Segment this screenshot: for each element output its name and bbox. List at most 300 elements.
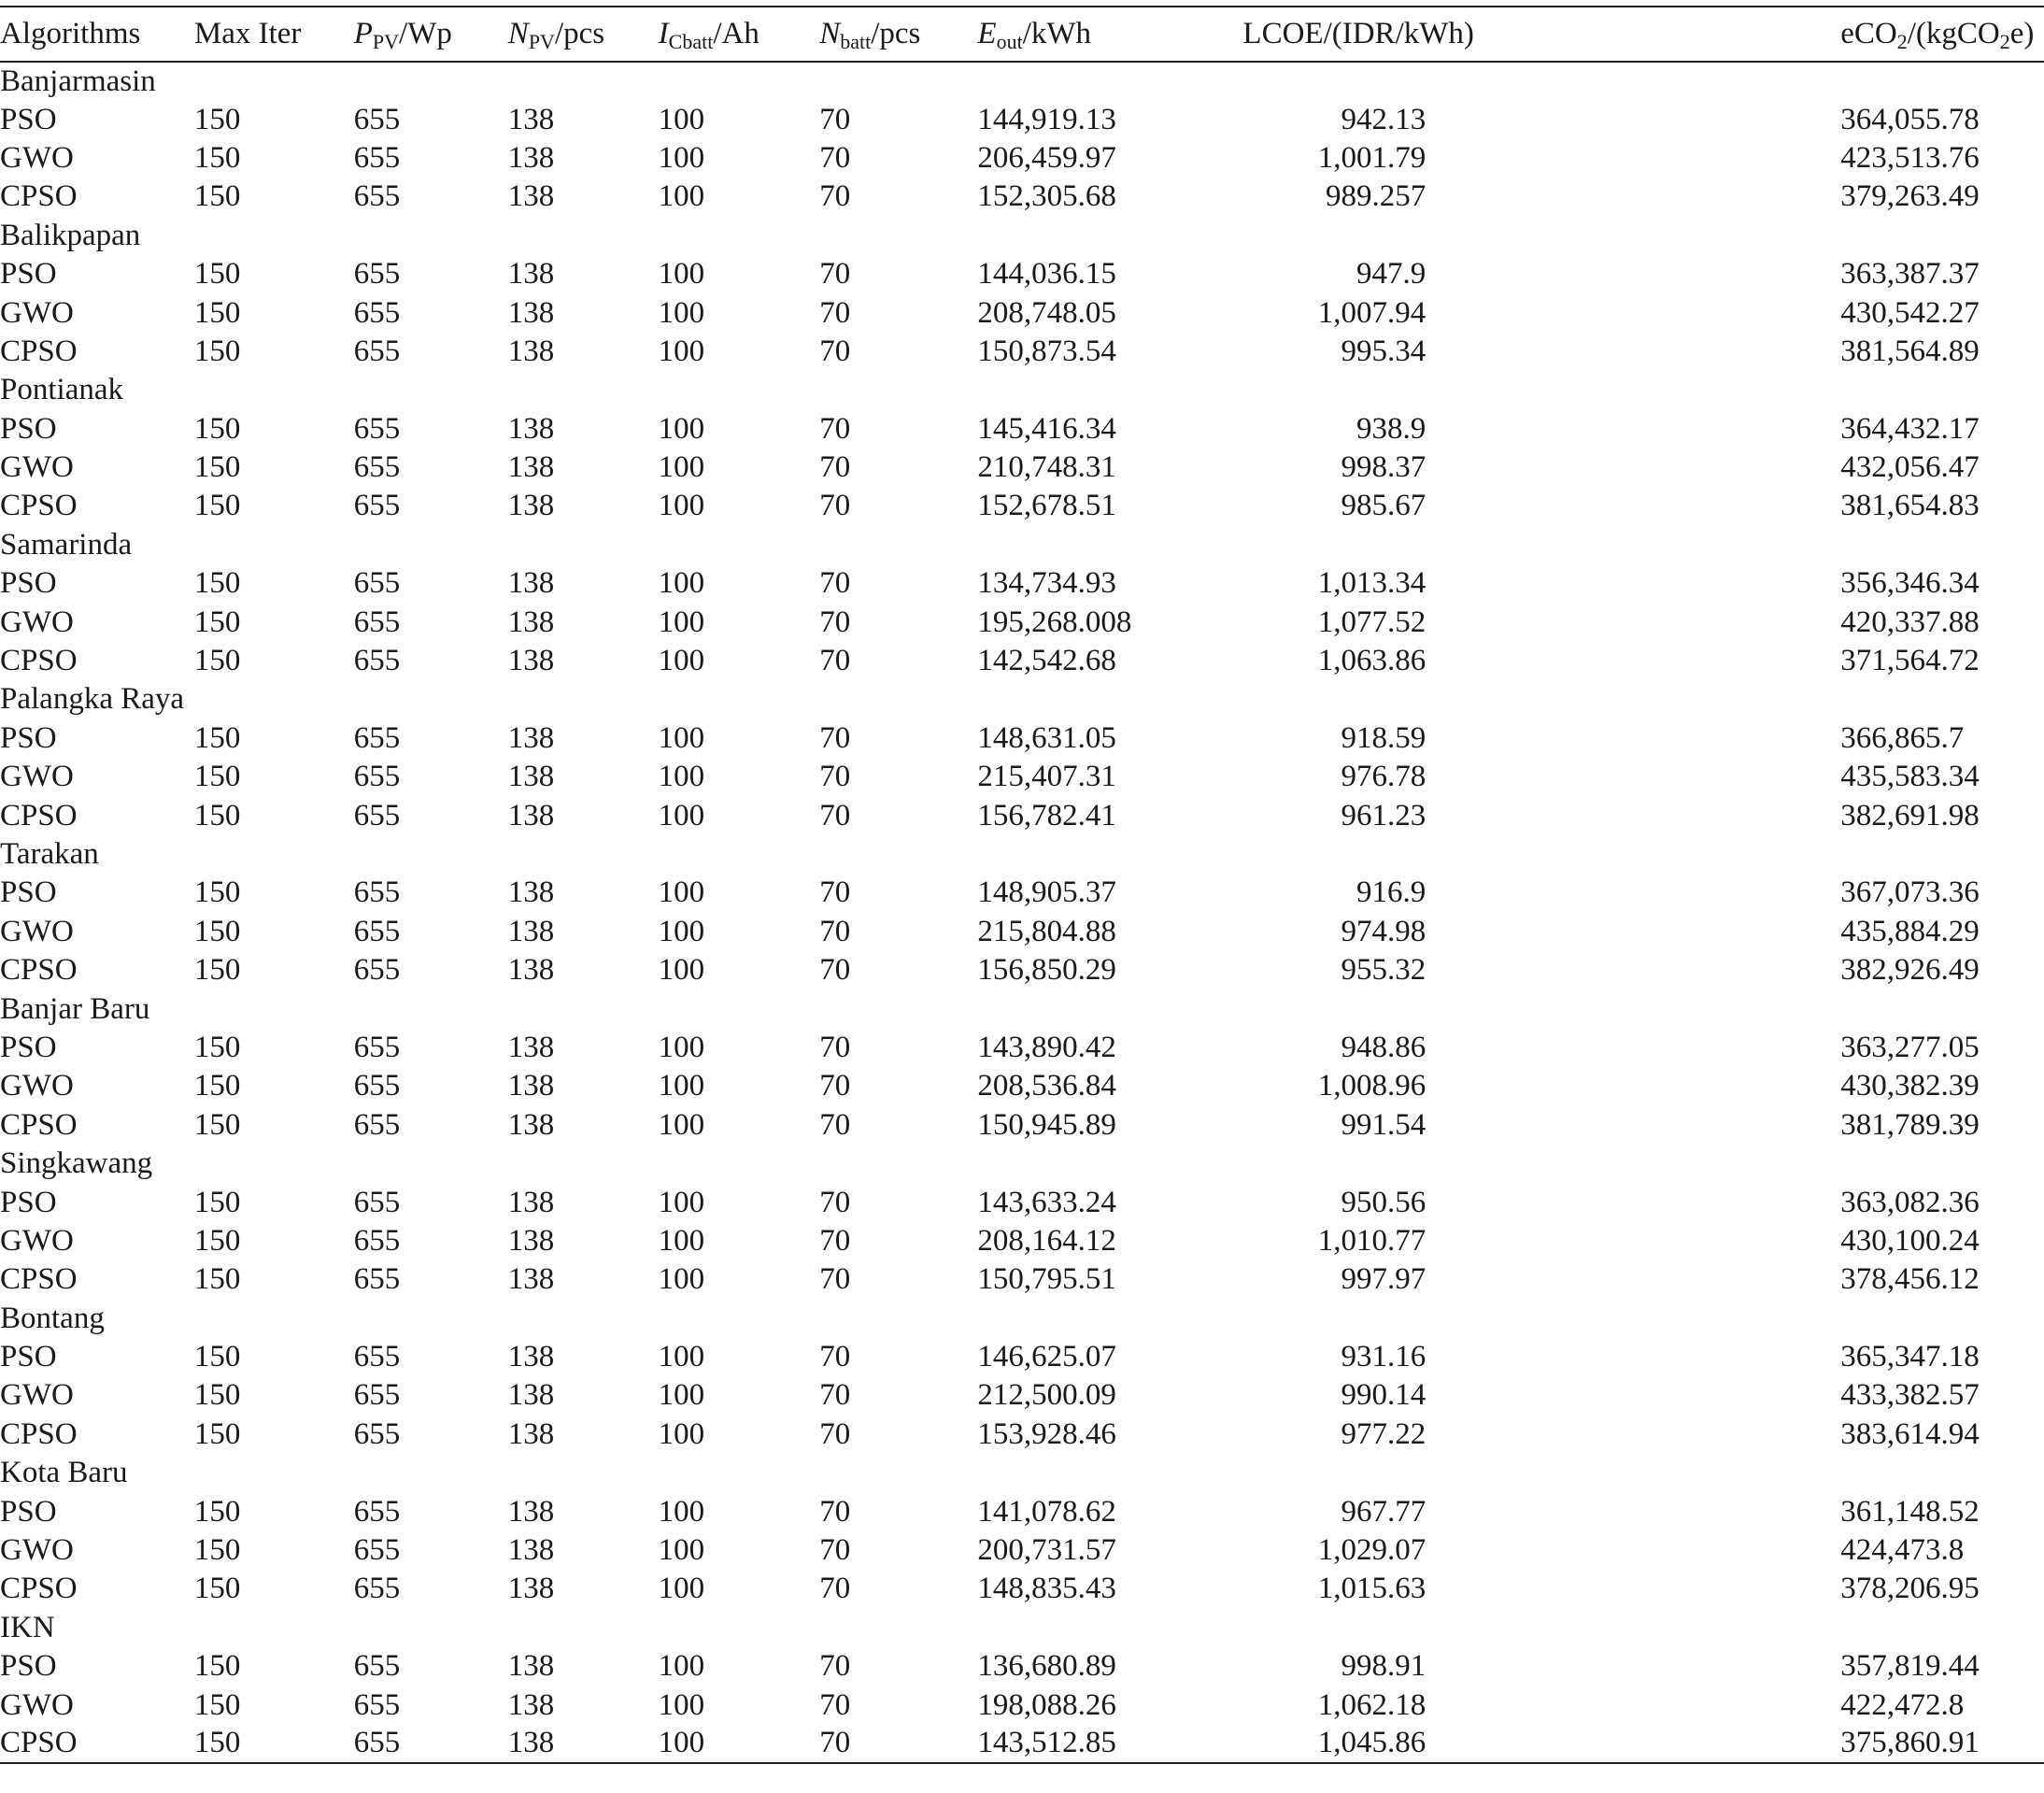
cell-npv: 138 [507, 1378, 555, 1413]
cell-alg: PSO [0, 1030, 57, 1064]
cell-npv: 138 [507, 1107, 555, 1142]
table-row [0, 1183, 2044, 1221]
cell-eco2: 382,691.98 [1840, 798, 1980, 832]
city-name: Bontang [0, 1301, 105, 1335]
cell-eco2: 364,055.78 [1840, 102, 1980, 136]
cell-ppv: 655 [353, 1107, 401, 1142]
cell-iter: 150 [193, 760, 241, 794]
results-table-wrapper [0, 6, 2044, 1790]
cell-ppv: 655 [353, 140, 401, 175]
cell-alg: PSO [0, 257, 57, 292]
cell-alg: PSO [0, 875, 57, 910]
cell-icbatt: 100 [658, 566, 705, 601]
table-row [0, 1029, 2044, 1067]
cell-alg: GWO [0, 1687, 74, 1722]
cell-alg: CPSO [0, 798, 78, 832]
cell-eco2: 424,473.8 [1840, 1533, 1965, 1568]
cell-icbatt: 100 [658, 875, 705, 910]
cell-npv: 138 [507, 489, 555, 523]
cell-icbatt: 100 [658, 1030, 705, 1064]
city-group-row [0, 680, 2044, 719]
cell-ppv: 655 [353, 1223, 401, 1258]
cell-lcoe: 998.37 [1341, 450, 1427, 485]
cell-nbatt: 70 [819, 1340, 851, 1374]
cell-alg: GWO [0, 605, 74, 639]
cell-iter: 150 [193, 566, 241, 601]
cell-npv: 138 [507, 1069, 555, 1103]
cell-nbatt: 70 [819, 334, 851, 368]
cell-nbatt: 70 [819, 1069, 851, 1103]
cell-icbatt: 100 [658, 334, 705, 368]
cell-icbatt: 100 [658, 953, 705, 988]
cell-icbatt: 100 [658, 1649, 705, 1684]
cell-npv: 138 [507, 1185, 555, 1219]
cell-nbatt: 70 [819, 720, 851, 755]
cell-npv: 138 [507, 257, 555, 292]
cell-npv: 138 [507, 1572, 555, 1606]
city-group-row [0, 1609, 2044, 1647]
table-row [0, 178, 2044, 216]
cell-alg: PSO [0, 1340, 57, 1374]
cell-lcoe: 1,029.07 [1317, 1533, 1427, 1568]
cell-icbatt: 100 [658, 1572, 705, 1606]
cell-nbatt: 70 [819, 914, 851, 948]
cell-iter: 150 [193, 1262, 241, 1297]
cell-alg: CPSO [0, 953, 78, 988]
table-row [0, 333, 2044, 371]
cell-nbatt: 70 [819, 295, 851, 330]
cell-npv: 138 [507, 140, 555, 175]
cell-eco2: 381,654.83 [1840, 489, 1980, 523]
cell-eout: 150,945.89 [977, 1107, 1116, 1142]
table-row [0, 796, 2044, 834]
cell-alg: CPSO [0, 1107, 78, 1142]
cell-eout: 150,873.54 [977, 334, 1116, 368]
cell-eout: 146,625.07 [977, 1340, 1116, 1374]
cell-alg: CPSO [0, 489, 78, 523]
cell-ppv: 655 [353, 102, 401, 136]
table-row [0, 913, 2044, 951]
city-name: Pontianak [0, 373, 123, 407]
cell-icbatt: 100 [658, 1069, 705, 1103]
header-lcoe: LCOE/(IDR/kWh) [1242, 17, 1474, 50]
cell-eout: 215,407.31 [977, 760, 1116, 794]
table-row [0, 1106, 2044, 1145]
cell-eco2: 363,387.37 [1840, 257, 1980, 292]
cell-iter: 150 [193, 1107, 241, 1142]
cell-lcoe: 976.78 [1341, 760, 1427, 794]
cell-icbatt: 100 [658, 798, 705, 832]
cell-lcoe: 1,001.79 [1317, 140, 1427, 175]
cell-iter: 150 [193, 1185, 241, 1219]
cell-eco2: 432,056.47 [1840, 450, 1980, 485]
table-body [0, 62, 2044, 1763]
cell-eout: 136,680.89 [977, 1649, 1116, 1684]
cell-ppv: 655 [353, 644, 401, 678]
cell-lcoe: 1,008.96 [1317, 1069, 1427, 1103]
cell-icbatt: 100 [658, 1494, 705, 1529]
table-row [0, 255, 2044, 293]
cell-lcoe: 947.9 [1356, 257, 1427, 292]
city-name: Banjarmasin [0, 64, 156, 98]
cell-nbatt: 70 [819, 140, 851, 175]
cell-iter: 150 [193, 1416, 241, 1451]
cell-ppv: 655 [353, 1416, 401, 1451]
cell-nbatt: 70 [819, 760, 851, 794]
cell-iter: 150 [193, 102, 241, 136]
cell-iter: 150 [193, 1340, 241, 1374]
cell-lcoe: 995.34 [1341, 334, 1427, 368]
cell-alg: GWO [0, 1378, 74, 1413]
cell-alg: PSO [0, 1649, 57, 1684]
cell-ppv: 655 [353, 450, 401, 485]
table-row [0, 410, 2044, 448]
cell-eout: 200,731.57 [977, 1533, 1116, 1568]
cell-nbatt: 70 [819, 102, 851, 136]
cell-eco2: 378,456.12 [1840, 1262, 1980, 1297]
cell-nbatt: 70 [819, 1494, 851, 1529]
cell-eout: 195,268.008 [977, 605, 1132, 639]
cell-nbatt: 70 [819, 489, 851, 523]
cell-icbatt: 100 [658, 760, 705, 794]
cell-ppv: 655 [353, 720, 401, 755]
cell-ppv: 655 [353, 798, 401, 832]
cell-iter: 150 [193, 334, 241, 368]
cell-icbatt: 100 [658, 411, 705, 446]
cell-alg: GWO [0, 760, 74, 794]
cell-ppv: 655 [353, 914, 401, 948]
cell-eco2: 364,432.17 [1840, 411, 1980, 446]
cell-ppv: 655 [353, 1069, 401, 1103]
cell-npv: 138 [507, 1262, 555, 1297]
cell-eco2: 423,513.76 [1840, 140, 1980, 175]
cell-nbatt: 70 [819, 1107, 851, 1142]
cell-lcoe: 948.86 [1341, 1030, 1427, 1064]
cell-alg: PSO [0, 1185, 57, 1219]
cell-alg: CPSO [0, 644, 78, 678]
table-row [0, 564, 2044, 603]
cell-nbatt: 70 [819, 411, 851, 446]
cell-eout: 145,416.34 [977, 411, 1116, 446]
cell-icbatt: 100 [658, 1533, 705, 1568]
cell-eco2: 366,865.7 [1840, 720, 1965, 755]
cell-iter: 150 [193, 605, 241, 639]
cell-lcoe: 977.22 [1341, 1416, 1427, 1451]
cell-eco2: 420,337.88 [1840, 605, 1980, 639]
cell-lcoe: 985.67 [1341, 489, 1427, 523]
cell-lcoe: 1,015.63 [1317, 1572, 1427, 1606]
cell-ppv: 655 [353, 1533, 401, 1568]
cell-eout: 141,078.62 [977, 1494, 1116, 1529]
table-row [0, 603, 2044, 641]
cell-icbatt: 100 [658, 450, 705, 485]
cell-iter: 150 [193, 1533, 241, 1568]
cell-npv: 138 [507, 914, 555, 948]
city-name: Banjar Baru [0, 991, 150, 1026]
cell-alg: GWO [0, 450, 74, 485]
cell-iter: 150 [193, 450, 241, 485]
table-row [0, 719, 2044, 758]
cell-nbatt: 70 [819, 1726, 851, 1760]
cell-lcoe: 997.97 [1341, 1262, 1427, 1297]
cell-icbatt: 100 [658, 1416, 705, 1451]
cell-npv: 138 [507, 605, 555, 639]
cell-eco2: 357,819.44 [1840, 1649, 1980, 1684]
cell-ppv: 655 [353, 875, 401, 910]
cell-eout: 208,536.84 [977, 1069, 1116, 1103]
cell-npv: 138 [507, 760, 555, 794]
table-row [0, 293, 2044, 332]
cell-eco2: 433,382.57 [1840, 1378, 1980, 1413]
header-eout: $E_{out}$/kWh [977, 17, 1092, 53]
table-row [0, 758, 2044, 796]
header-eco2: eCO$_2$/(kgCO$_2$e) [1840, 17, 2035, 53]
cell-eco2: 371,564.72 [1840, 644, 1980, 678]
cell-ppv: 655 [353, 1262, 401, 1297]
cell-eout: 134,734.93 [977, 566, 1116, 601]
cell-lcoe: 1,077.52 [1317, 605, 1427, 639]
cell-ppv: 655 [353, 1030, 401, 1064]
cell-npv: 138 [507, 1649, 555, 1684]
cell-eout: 143,512.85 [977, 1726, 1116, 1760]
cell-iter: 150 [193, 875, 241, 910]
cell-icbatt: 100 [658, 1687, 705, 1722]
cell-nbatt: 70 [819, 1572, 851, 1606]
cell-eco2: 361,148.52 [1840, 1494, 1980, 1529]
cell-ppv: 655 [353, 1649, 401, 1684]
cell-eout: 212,500.09 [977, 1378, 1116, 1413]
cell-npv: 138 [507, 720, 555, 755]
cell-eco2: 422,472.8 [1840, 1687, 1965, 1722]
cell-lcoe: 990.14 [1341, 1378, 1427, 1413]
cell-eout: 143,890.42 [977, 1030, 1116, 1064]
cell-nbatt: 70 [819, 1533, 851, 1568]
cell-icbatt: 100 [658, 102, 705, 136]
cell-nbatt: 70 [819, 605, 851, 639]
cell-nbatt: 70 [819, 1262, 851, 1297]
cell-alg: PSO [0, 102, 57, 136]
cell-icbatt: 100 [658, 720, 705, 755]
cell-alg: CPSO [0, 1262, 78, 1297]
cell-icbatt: 100 [658, 1378, 705, 1413]
cell-eco2: 363,082.36 [1840, 1185, 1980, 1219]
cell-icbatt: 100 [658, 257, 705, 292]
table-row [0, 874, 2044, 912]
cell-lcoe: 950.56 [1341, 1185, 1427, 1219]
cell-nbatt: 70 [819, 798, 851, 832]
cell-alg: GWO [0, 295, 74, 330]
cell-ppv: 655 [353, 1378, 401, 1413]
city-name: Singkawang [0, 1146, 153, 1181]
header-max-iter: Max Iter [193, 17, 302, 50]
cell-lcoe: 998.91 [1341, 1649, 1427, 1684]
cell-nbatt: 70 [819, 1185, 851, 1219]
table-row [0, 951, 2044, 989]
cell-iter: 150 [193, 1494, 241, 1529]
cell-eco2: 430,100.24 [1840, 1223, 1980, 1258]
cell-npv: 138 [507, 102, 555, 136]
header-nbatt: $N_{batt}$/pcs [819, 17, 921, 53]
table-header [0, 7, 2044, 62]
city-name: IKN [0, 1610, 55, 1644]
cell-npv: 138 [507, 1223, 555, 1258]
cell-iter: 150 [193, 295, 241, 330]
cell-alg: GWO [0, 1533, 74, 1568]
cell-ppv: 655 [353, 1494, 401, 1529]
cell-iter: 150 [193, 1069, 241, 1103]
cell-eout: 215,804.88 [977, 914, 1116, 948]
city-name: Palangka Raya [0, 682, 185, 717]
cell-nbatt: 70 [819, 1223, 851, 1258]
cell-npv: 138 [507, 334, 555, 368]
city-group-row [0, 371, 2044, 409]
cell-eout: 152,305.68 [977, 179, 1116, 214]
cell-icbatt: 100 [658, 1726, 705, 1760]
header-row [0, 7, 2044, 62]
cell-nbatt: 70 [819, 875, 851, 910]
cell-icbatt: 100 [658, 605, 705, 639]
cell-iter: 150 [193, 1223, 241, 1258]
city-group-row [0, 989, 2044, 1028]
cell-alg: GWO [0, 1069, 74, 1103]
cell-icbatt: 100 [658, 914, 705, 948]
cell-alg: PSO [0, 1494, 57, 1529]
cell-nbatt: 70 [819, 257, 851, 292]
cell-iter: 150 [193, 914, 241, 948]
table-row [0, 1570, 2044, 1608]
cell-npv: 138 [507, 1340, 555, 1374]
cell-alg: CPSO [0, 179, 78, 214]
cell-nbatt: 70 [819, 450, 851, 485]
cell-npv: 138 [507, 798, 555, 832]
cell-eout: 148,631.05 [977, 720, 1116, 755]
cell-nbatt: 70 [819, 179, 851, 214]
cell-ppv: 655 [353, 257, 401, 292]
cell-npv: 138 [507, 179, 555, 214]
cell-icbatt: 100 [658, 1185, 705, 1219]
cell-eco2: 383,614.94 [1840, 1416, 1980, 1451]
cell-eout: 144,919.13 [977, 102, 1116, 136]
cell-alg: CPSO [0, 1572, 78, 1606]
cell-npv: 138 [507, 566, 555, 601]
cell-lcoe: 1,010.77 [1317, 1223, 1427, 1258]
cell-alg: GWO [0, 140, 74, 175]
cell-icbatt: 100 [658, 1262, 705, 1297]
cell-nbatt: 70 [819, 953, 851, 988]
cell-eout: 144,036.15 [977, 257, 1116, 292]
cell-eco2: 379,263.49 [1840, 179, 1980, 214]
cell-iter: 150 [193, 1726, 241, 1760]
cell-npv: 138 [507, 1030, 555, 1064]
city-group-row [0, 835, 2044, 874]
cell-ppv: 655 [353, 334, 401, 368]
cell-iter: 150 [193, 140, 241, 175]
cell-iter: 150 [193, 1572, 241, 1606]
city-group-row [0, 526, 2044, 564]
cell-eco2: 378,206.95 [1840, 1572, 1980, 1606]
table-row [0, 1647, 2044, 1686]
cell-lcoe: 1,063.86 [1317, 644, 1427, 678]
cell-icbatt: 100 [658, 1223, 705, 1258]
cell-lcoe: 1,045.86 [1317, 1726, 1427, 1760]
cell-eout: 206,459.97 [977, 140, 1116, 175]
cell-lcoe: 918.59 [1341, 720, 1427, 755]
cell-alg: CPSO [0, 1416, 78, 1451]
table-row [0, 139, 2044, 178]
city-group-row [0, 217, 2044, 255]
cell-eout: 143,633.24 [977, 1185, 1116, 1219]
cell-npv: 138 [507, 1726, 555, 1760]
cell-nbatt: 70 [819, 644, 851, 678]
cell-eco2: 435,583.34 [1840, 760, 1980, 794]
table-row [0, 1416, 2044, 1454]
city-group-row [0, 62, 2044, 100]
city-group-row [0, 1145, 2044, 1183]
table-row [0, 100, 2044, 138]
results-table [0, 6, 2044, 1764]
cell-eout: 198,088.26 [977, 1687, 1116, 1722]
cell-eco2: 375,860.91 [1840, 1726, 1980, 1760]
cell-icbatt: 100 [658, 644, 705, 678]
table-row [0, 1492, 2044, 1530]
cell-eco2: 430,382.39 [1840, 1069, 1980, 1103]
city-name: Tarakan [0, 837, 99, 871]
cell-eout: 152,678.51 [977, 489, 1116, 523]
cell-lcoe: 974.98 [1341, 914, 1427, 948]
cell-npv: 138 [507, 411, 555, 446]
cell-ppv: 655 [353, 605, 401, 639]
cell-eco2: 382,926.49 [1840, 953, 1980, 988]
cell-iter: 150 [193, 411, 241, 446]
cell-nbatt: 70 [819, 1378, 851, 1413]
cell-ppv: 655 [353, 566, 401, 601]
cell-eco2: 367,073.36 [1840, 875, 1980, 910]
city-group-row [0, 1454, 2044, 1492]
cell-iter: 150 [193, 257, 241, 292]
cell-eout: 148,905.37 [977, 875, 1116, 910]
table-row [0, 1260, 2044, 1299]
header-algorithms: Algorithms [0, 17, 141, 50]
table-row [0, 1376, 2044, 1415]
cell-eco2: 356,346.34 [1840, 566, 1980, 601]
table-row [0, 1067, 2044, 1105]
cell-eout: 156,782.41 [977, 798, 1116, 832]
cell-npv: 138 [507, 1494, 555, 1529]
cell-eco2: 365,347.18 [1840, 1340, 1980, 1374]
cell-lcoe: 961.23 [1341, 798, 1427, 832]
cell-nbatt: 70 [819, 1030, 851, 1064]
cell-iter: 150 [193, 644, 241, 678]
table-row [0, 1222, 2044, 1260]
cell-alg: PSO [0, 720, 57, 755]
cell-ppv: 655 [353, 1185, 401, 1219]
cell-eco2: 381,564.89 [1840, 334, 1980, 368]
cell-ppv: 655 [353, 411, 401, 446]
header-ppv: $P_{PV}/Wp$ [353, 17, 452, 53]
table-row [0, 1338, 2044, 1376]
cell-iter: 150 [193, 953, 241, 988]
city-name: Kota Baru [0, 1456, 128, 1490]
cell-ppv: 655 [353, 953, 401, 988]
cell-npv: 138 [507, 295, 555, 330]
cell-alg: PSO [0, 411, 57, 446]
cell-lcoe: 916.9 [1356, 875, 1427, 910]
cell-ppv: 655 [353, 489, 401, 523]
cell-alg: GWO [0, 1223, 74, 1258]
cell-npv: 138 [507, 1533, 555, 1568]
cell-alg: GWO [0, 914, 74, 948]
cell-eout: 142,542.68 [977, 644, 1116, 678]
